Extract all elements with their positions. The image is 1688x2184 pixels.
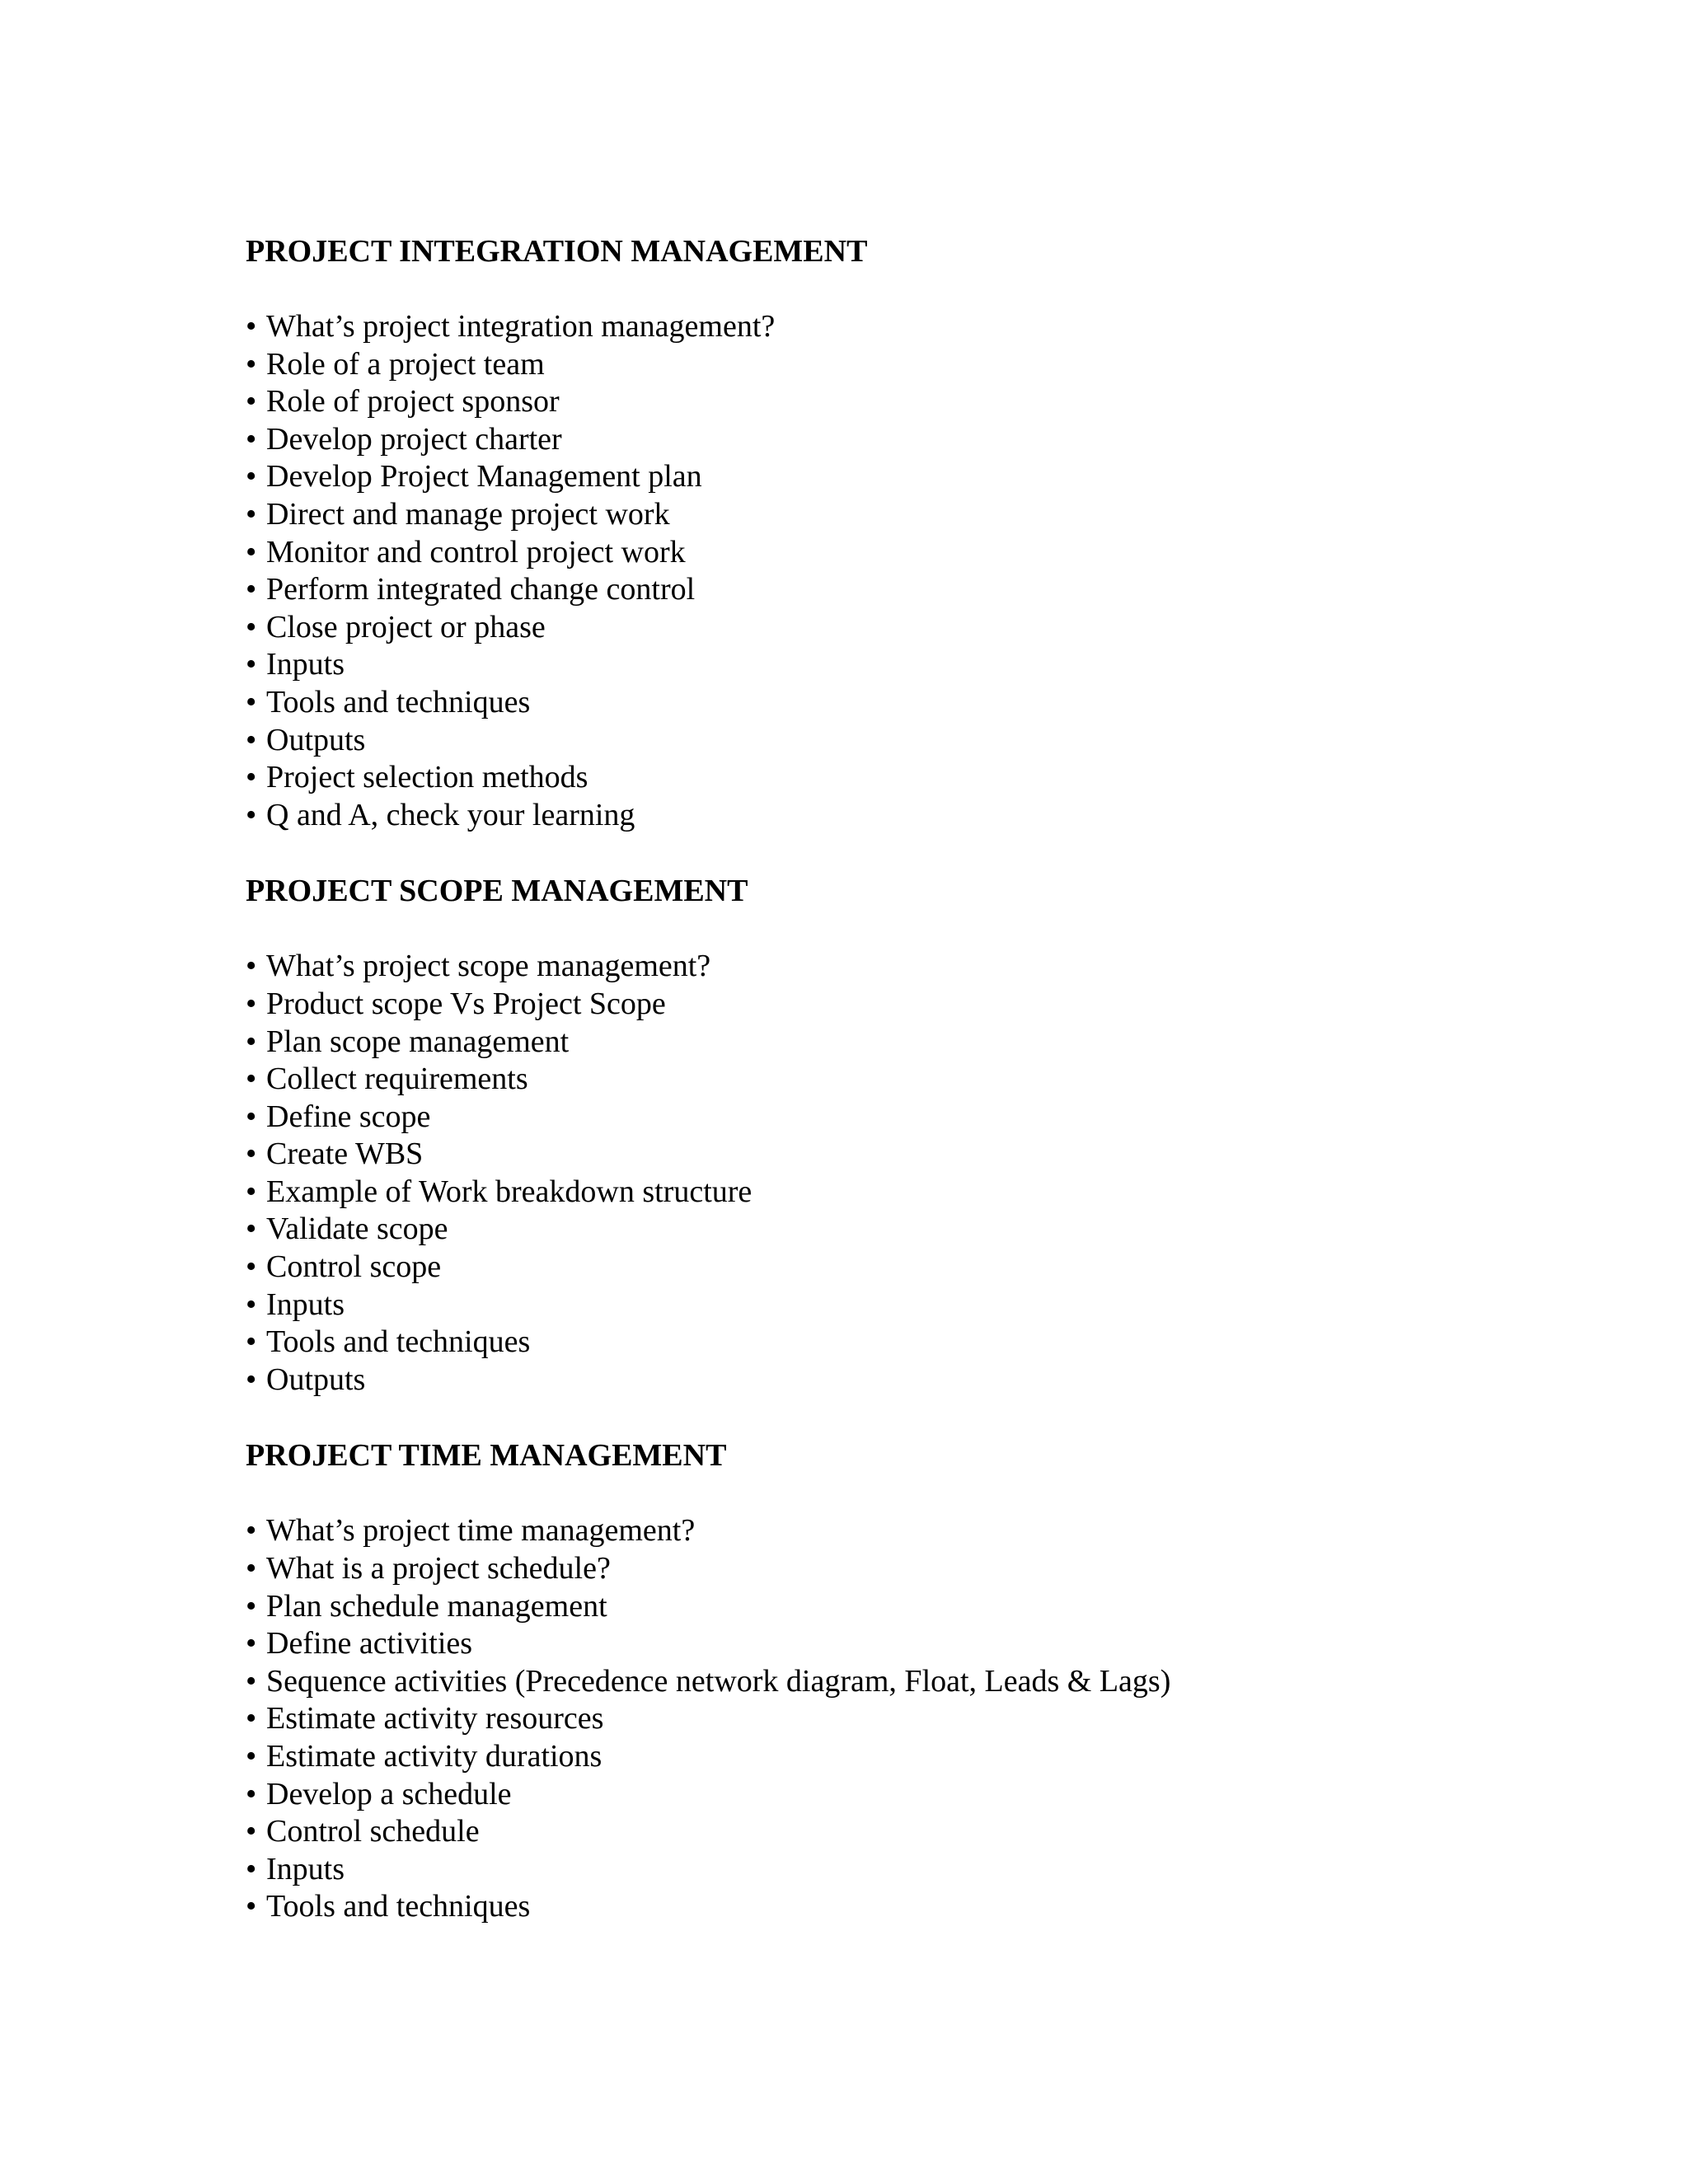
list-item [246, 948, 1647, 986]
bullet-icon: • [246, 534, 257, 569]
list-item-text: Monitor and control project work [266, 534, 686, 569]
list-item [246, 308, 1647, 346]
bullet-icon: • [246, 1663, 257, 1699]
bullet-icon: • [246, 496, 257, 532]
bullet-icon: • [246, 1174, 257, 1209]
bullet-icon: • [246, 384, 257, 419]
section-time-management [246, 1436, 1647, 1926]
bullet-icon: • [246, 797, 257, 832]
bullet-icon: • [246, 1776, 257, 1811]
list-item-text: What’s project integration management? [266, 309, 776, 344]
list-item-text: Develop Project Management plan [266, 459, 702, 494]
list-item-text: Sequence activities (Precedence network diagram, Float, Leads & Lags) [266, 1663, 1171, 1699]
list-item [246, 458, 1647, 496]
list-item-text: Create WBS [266, 1137, 424, 1172]
bullet-icon: • [246, 1099, 257, 1134]
bullet-icon: • [246, 1286, 257, 1322]
list-item-text: Develop project charter [266, 421, 562, 457]
list-item-text: Inputs [266, 1851, 345, 1886]
bullet-icon: • [246, 1024, 257, 1059]
list-item [246, 609, 1647, 647]
bullet-icon: • [246, 1513, 257, 1549]
bullet-icon: • [246, 1551, 257, 1586]
list-item-text: What’s project scope management? [266, 949, 711, 984]
bullet-icon: • [246, 572, 257, 607]
bullet-icon: • [246, 1814, 257, 1849]
list-item-text: Control scope [266, 1249, 442, 1285]
list-item-text: Close project or phase [266, 609, 546, 644]
bullet-icon: • [246, 1588, 257, 1624]
list-item [246, 1249, 1647, 1286]
bullet-icon: • [246, 1701, 257, 1736]
list-item [246, 383, 1647, 421]
bullet-icon: • [246, 346, 257, 382]
bullet-list [246, 308, 1647, 834]
list-item [246, 684, 1647, 722]
bullet-icon: • [246, 760, 257, 795]
list-item-text: Define activities [266, 1626, 473, 1661]
list-item-text: Role of project sponsor [266, 384, 560, 419]
bullet-icon: • [246, 1739, 257, 1774]
bullet-icon: • [246, 1062, 257, 1097]
bullet-icon: • [246, 1324, 257, 1360]
list-item [246, 1061, 1647, 1099]
list-item [246, 1700, 1647, 1738]
list-item [246, 1099, 1647, 1137]
list-item-text: Develop a schedule [266, 1776, 512, 1811]
list-item-text: Collect requirements [266, 1062, 528, 1097]
bullet-list [246, 948, 1647, 1399]
list-item [246, 346, 1647, 384]
list-item-text: Tools and techniques [266, 684, 531, 719]
list-item-text: What’s project time management? [266, 1513, 696, 1549]
list-item [246, 646, 1647, 684]
document-page [246, 232, 1647, 1926]
list-item-text: Outputs [266, 1361, 366, 1397]
list-item-text: Outputs [266, 722, 366, 757]
list-item-text: Q and A, check your learning [266, 797, 635, 832]
list-item-text: What is a project schedule? [266, 1551, 611, 1586]
list-item [246, 986, 1647, 1024]
list-item [246, 1625, 1647, 1663]
list-item-text: Plan scope management [266, 1024, 570, 1059]
section-heading: PROJECT SCOPE MANAGEMENT [246, 874, 748, 909]
list-item [246, 1851, 1647, 1889]
list-item-text: Perform integrated change control [266, 572, 696, 607]
list-item [246, 421, 1647, 459]
section-scope-management [246, 872, 1647, 1399]
bullet-icon: • [246, 1249, 257, 1285]
section-integration-management [246, 232, 1647, 834]
list-item [246, 1550, 1647, 1588]
list-item-text: Inputs [266, 1286, 345, 1322]
list-item-text: Estimate activity durations [266, 1739, 603, 1774]
bullet-icon: • [246, 1851, 257, 1886]
list-item-text: Product scope Vs Project Scope [266, 986, 666, 1021]
list-item-text: Estimate activity resources [266, 1701, 604, 1736]
bullet-icon: • [246, 1361, 257, 1397]
list-item-text: Validate scope [266, 1212, 448, 1247]
bullet-icon: • [246, 1212, 257, 1247]
bullet-icon: • [246, 949, 257, 984]
list-item [246, 759, 1647, 797]
list-item [246, 1738, 1647, 1776]
list-item [246, 1512, 1647, 1550]
list-item [246, 534, 1647, 572]
list-item [246, 1324, 1647, 1361]
list-item-text: Control schedule [266, 1814, 480, 1849]
list-item-text: Project selection methods [266, 760, 588, 795]
list-item-text: Example of Work breakdown structure [266, 1174, 753, 1209]
list-item [246, 1588, 1647, 1626]
list-item [246, 1174, 1647, 1212]
bullet-icon: • [246, 459, 257, 494]
list-item [246, 722, 1647, 760]
bullet-icon: • [246, 1889, 257, 1924]
section-heading: PROJECT TIME MANAGEMENT [246, 1438, 727, 1474]
list-item [246, 1136, 1647, 1174]
list-item [246, 1813, 1647, 1851]
section-heading: PROJECT INTEGRATION MANAGEMENT [246, 234, 868, 269]
list-item [246, 1211, 1647, 1249]
bullet-icon: • [246, 1137, 257, 1172]
bullet-list [246, 1512, 1647, 1926]
list-item-text: Role of a project team [266, 346, 545, 382]
list-item [246, 496, 1647, 534]
list-item [246, 1361, 1647, 1399]
bullet-icon: • [246, 647, 257, 682]
list-item [246, 1024, 1647, 1062]
list-item [246, 1776, 1647, 1814]
list-item-text: Tools and techniques [266, 1889, 531, 1924]
list-item-text: Tools and techniques [266, 1324, 531, 1360]
list-item-text: Define scope [266, 1099, 431, 1134]
list-item [246, 571, 1647, 609]
list-item-text: Direct and manage project work [266, 496, 670, 532]
list-item-text: Plan schedule management [266, 1588, 607, 1624]
bullet-icon: • [246, 1626, 257, 1661]
list-item [246, 1888, 1647, 1926]
bullet-icon: • [246, 309, 257, 344]
bullet-icon: • [246, 684, 257, 719]
bullet-icon: • [246, 986, 257, 1021]
list-item [246, 797, 1647, 835]
bullet-icon: • [246, 421, 257, 457]
bullet-icon: • [246, 722, 257, 757]
bullet-icon: • [246, 609, 257, 644]
list-item [246, 1663, 1647, 1701]
list-item-text: Inputs [266, 647, 345, 682]
list-item [246, 1286, 1647, 1324]
